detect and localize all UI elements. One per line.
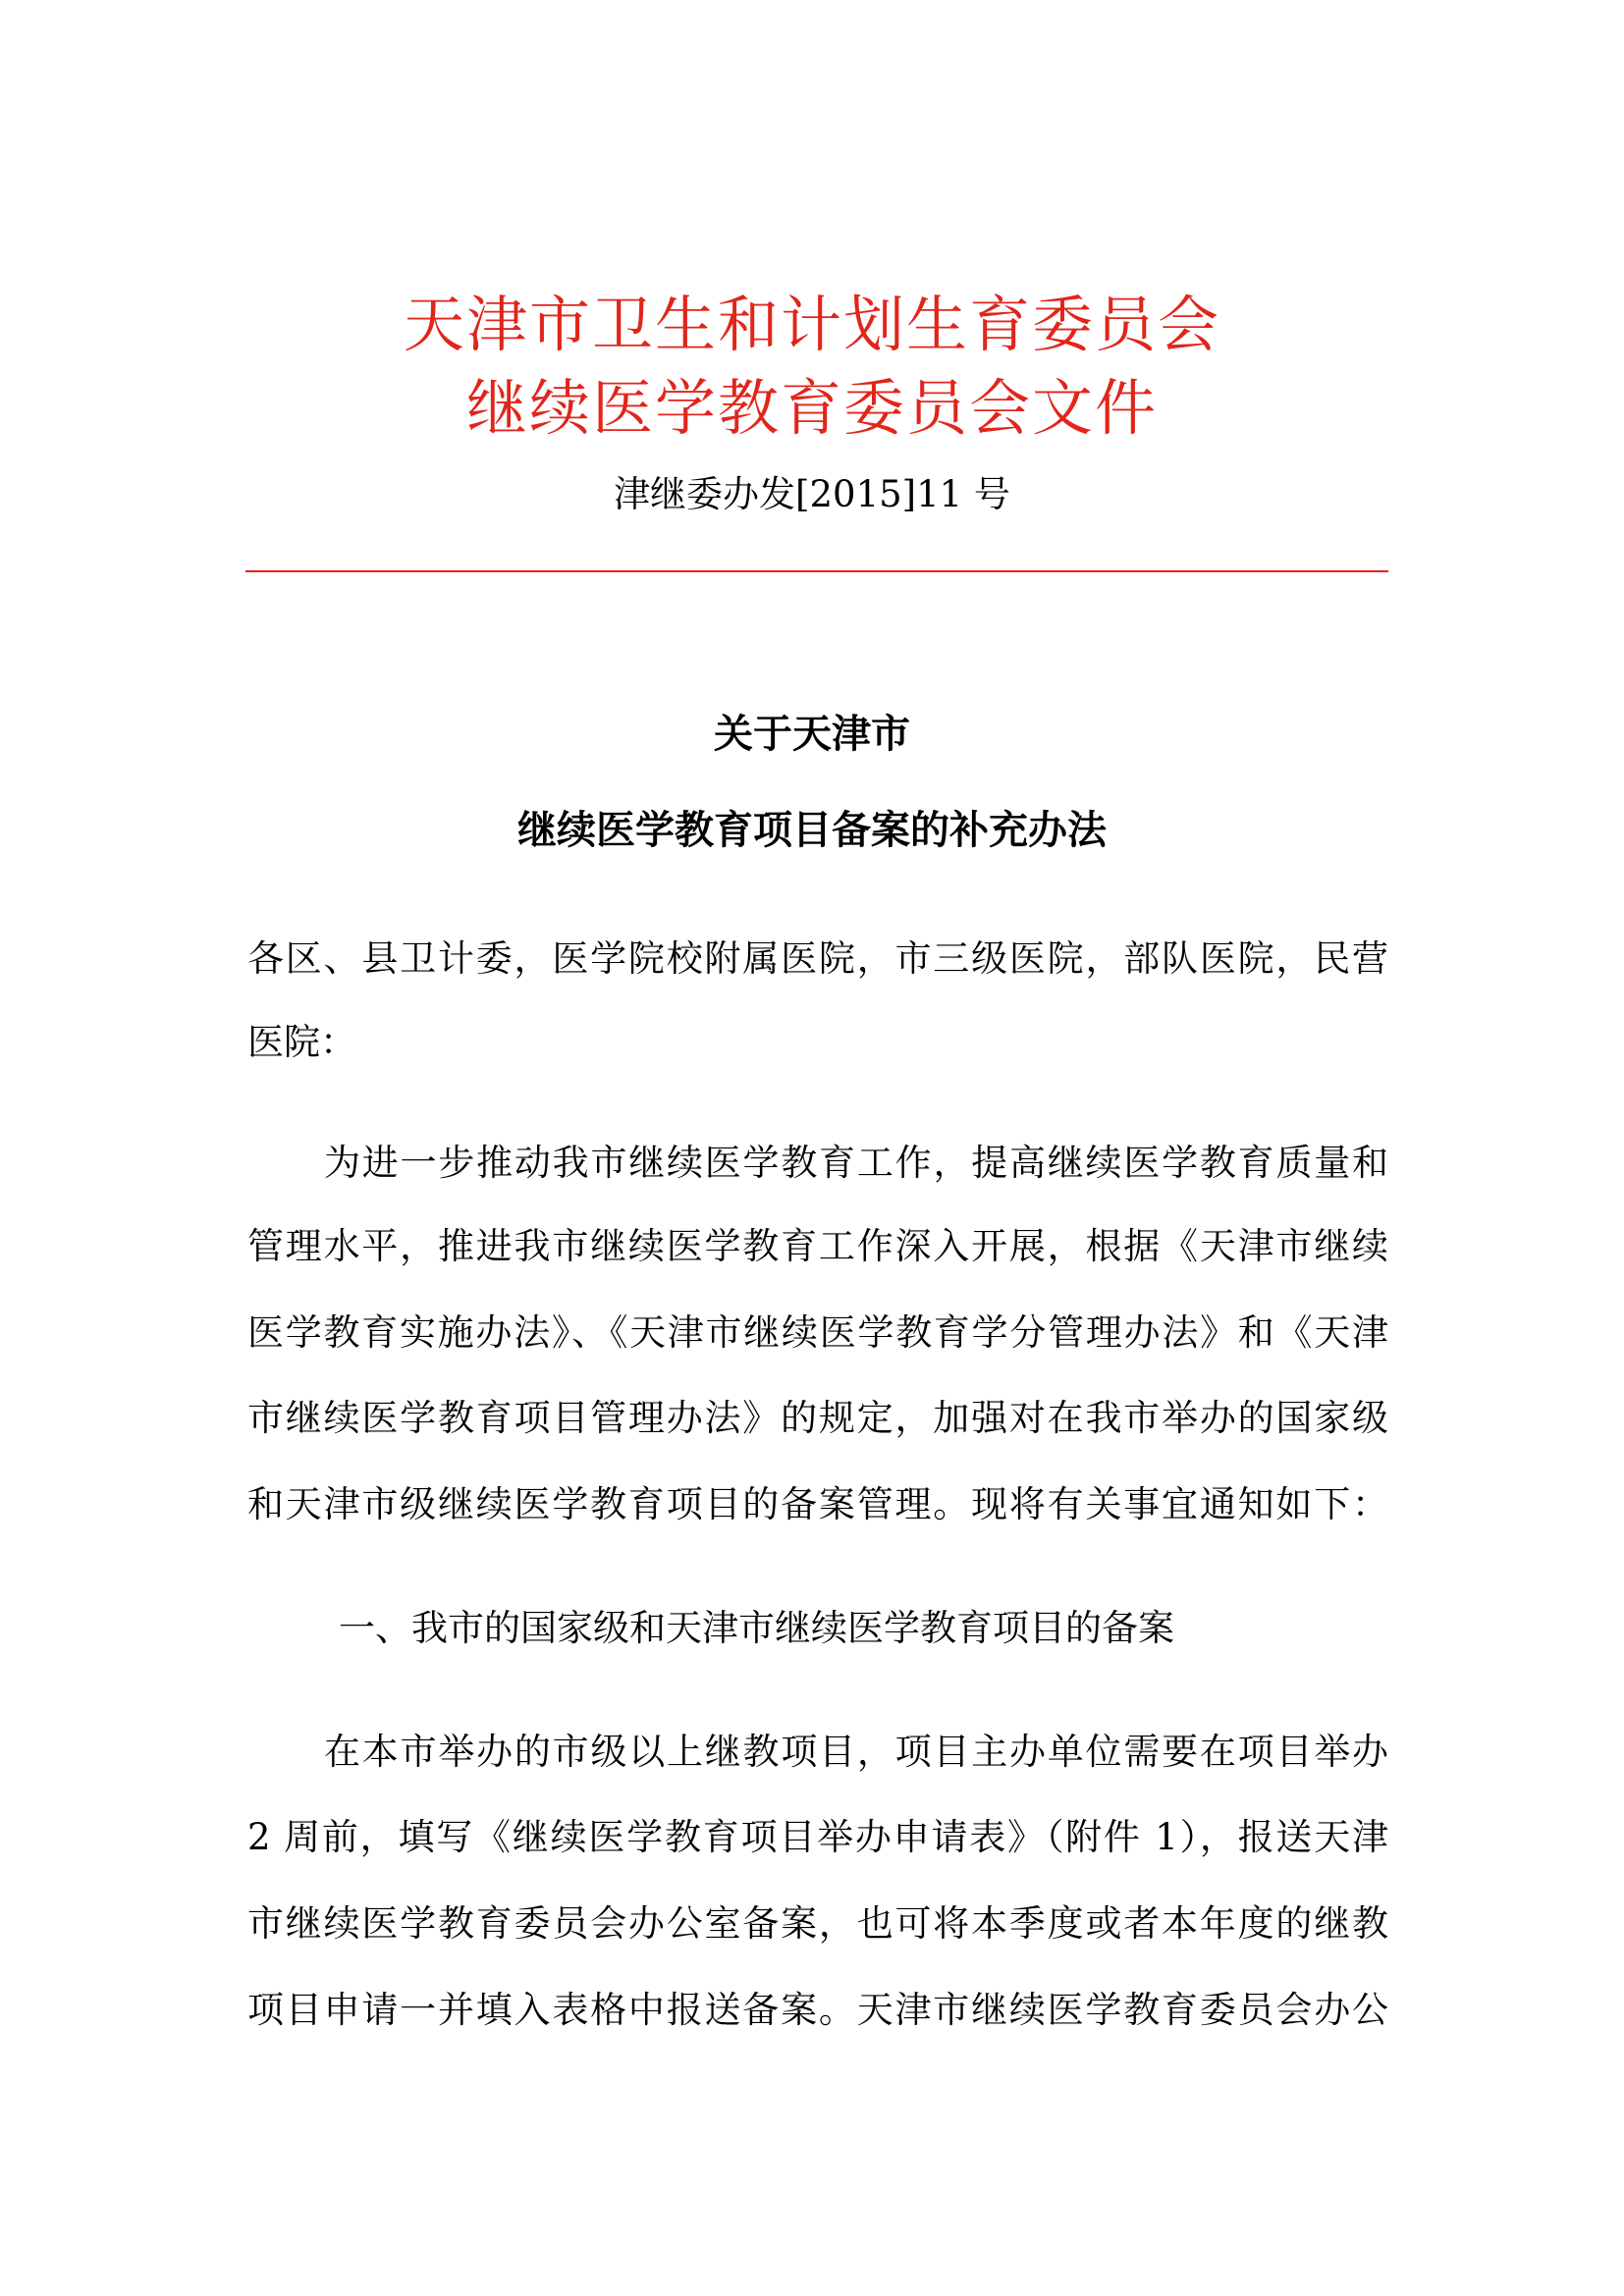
document-number: 津继委办发[2015]11 号 <box>614 473 1010 515</box>
paragraph-line: 市继续医学教育委员会办公室备案，也可将本季度或者本年度的继教 <box>247 1902 1388 1945</box>
document-title-line2: 继续医学教育项目备案的补充办法 <box>517 807 1107 853</box>
document-title-line1: 关于天津市 <box>714 711 910 757</box>
issuing-authority-line2: 继续医学教育委员会文件 <box>465 372 1158 444</box>
paragraph-line: 医学教育实施办法》、《天津市继续医学教育学分管理办法》和《天津 <box>247 1311 1388 1354</box>
paragraph-line: 项目申请一并填入表格中报送备案。天津市继续医学教育委员会办公 <box>247 1989 1388 2031</box>
addressee-line: 各区、县卫计委，医学院校附属医院，市三级医院，部队医院，民营 <box>247 937 1388 980</box>
issuing-authority-line1: 天津市卫生和计划生育委员会 <box>403 289 1220 360</box>
addressee-line: 医院： <box>247 1021 356 1063</box>
paragraph-line: 和天津市级继续医学教育项目的备案管理。现将有关事宜通知如下： <box>247 1483 1388 1525</box>
paragraph-line: 在本市举办的市级以上继教项目，项目主办单位需要在项目举办 <box>324 1731 1388 1773</box>
paragraph-line: 市继续医学教育项目管理办法》的规定，加强对在我市举办的国家级 <box>247 1397 1388 1439</box>
paragraph-line: 管理水平，推进我市继续医学教育工作深入开展，根据《天津市继续 <box>247 1225 1388 1267</box>
paragraph-line: 2 周前，填写《继续医学教育项目举办申请表》（附件 1），报送天津 <box>247 1816 1388 1858</box>
header-divider <box>245 570 1388 572</box>
paragraph-line: 为进一步推动我市继续医学教育工作，提高继续医学教育质量和 <box>324 1142 1388 1184</box>
section-heading: 一、我市的国家级和天津市继续医学教育项目的备案 <box>339 1607 1174 1649</box>
